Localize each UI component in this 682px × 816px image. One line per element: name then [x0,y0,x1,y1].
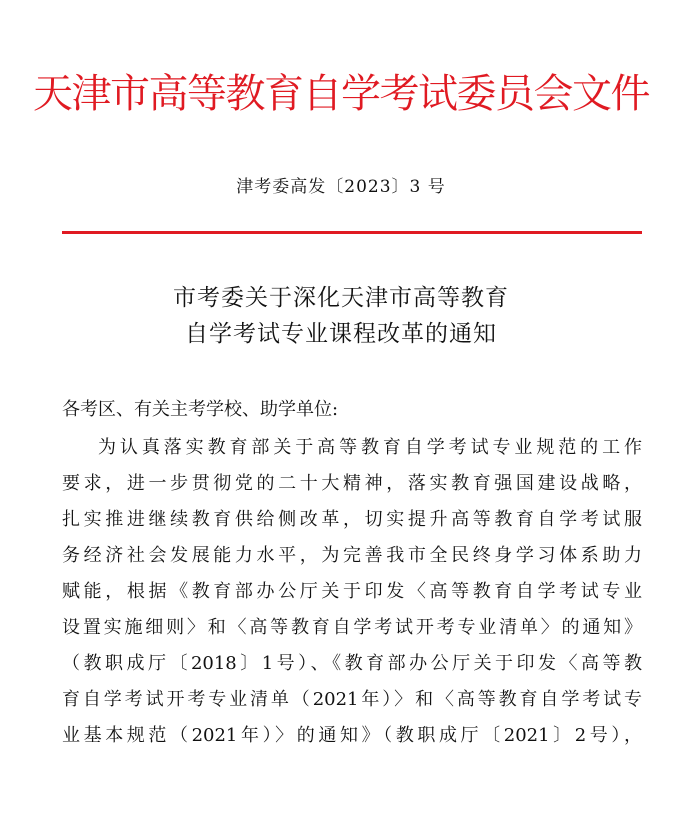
document-number: 津考委高发〔2023〕3 号 [236,177,446,197]
body-line: 要求，进一步贯彻党的二十大精神，落实教育强国建设战略， [62,473,642,494]
notice-title-line-1: 市考委关于深化天津市高等教育 [173,285,509,311]
notice-title [0,280,682,352]
body-line: 业基本规范（2021年）〉的通知》（教职成厅〔2021〕2号）， [62,725,642,746]
red-divider-line [62,231,642,234]
masthead-title: 天津市高等教育自学考试委员会文件 [33,71,649,116]
body-line: 务经济社会发展能力水平，为完善我市全民终身学习体系助力 [62,545,642,566]
body-line: 扎实推进继续教育供给侧改革，切实提升高等教育自学考试服 [62,509,642,530]
body-line: 为认真落实教育部关于高等教育自学考试专业规范的工作 [98,437,642,458]
salutation: 各考区、有关主考学校、助学单位: [62,399,339,420]
body-line: 设置实施细则〉和〈高等教育自学考试开考专业清单〉的通知》 [62,617,642,638]
body-line: 赋能，根据《教育部办公厅关于印发〈高等教育自学考试专业 [62,581,642,602]
body-line: （教职成厅〔2018〕1号）、《教育部办公厅关于印发〈高等教 [62,653,642,674]
notice-title-line-2: 自学考试专业课程改革的通知 [185,321,497,347]
body-paragraph [62,430,642,754]
body-line: 育自学考试开考专业清单（2021年）〉和〈高等教育自学考试专 [62,689,642,710]
